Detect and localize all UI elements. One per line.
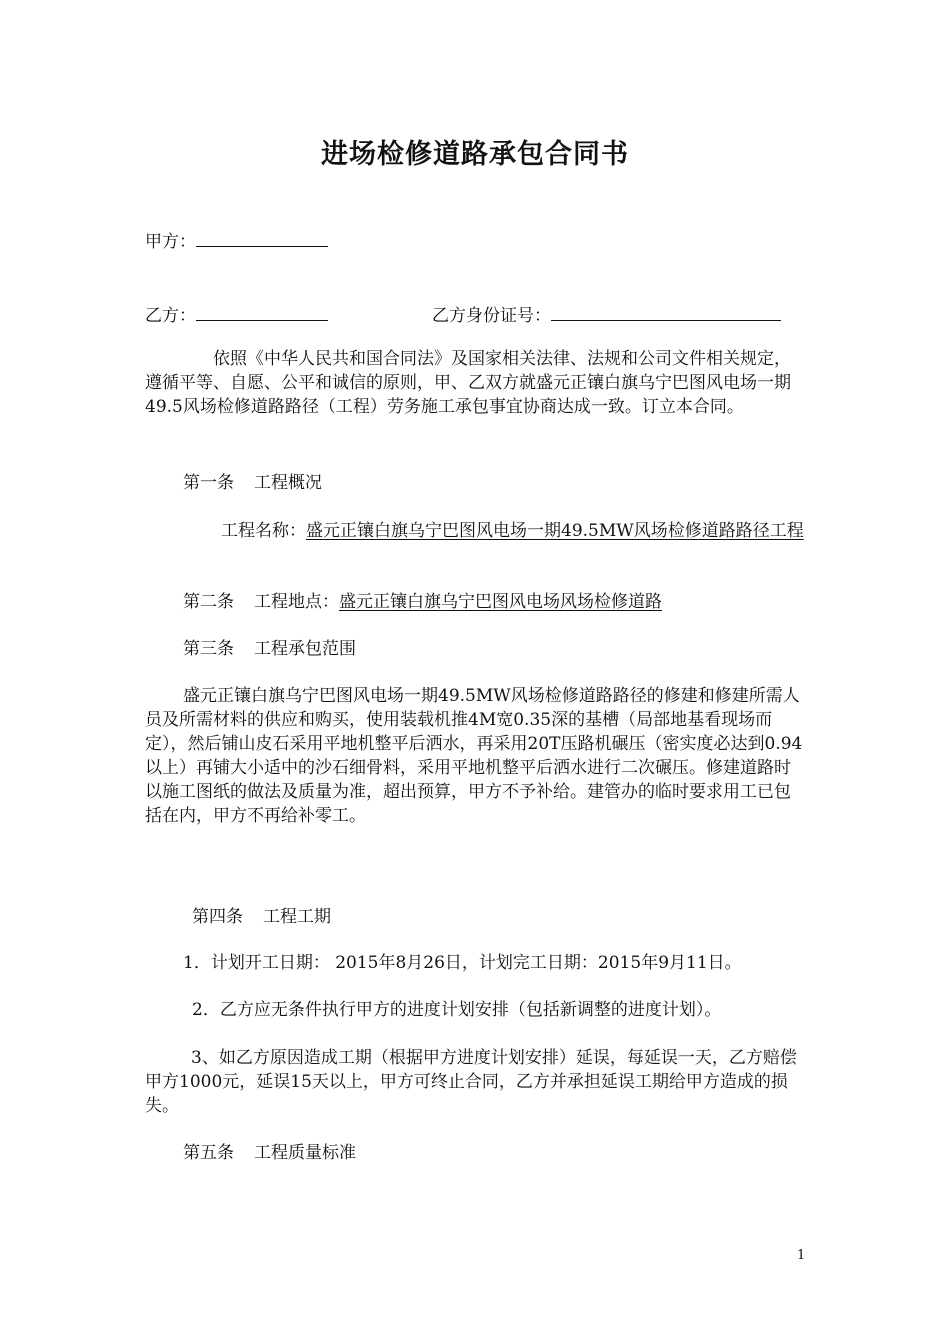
article-2-value: 盛元正镶白旗乌宁巴图风电场风场检修道路 (339, 592, 662, 612)
party-b-label: 乙方： (145, 306, 196, 326)
article-5-title: 工程质量标准 (254, 1143, 356, 1163)
article-3-number: 第三条 (183, 639, 234, 659)
party-b-id-label: 乙方身份证号： (432, 306, 551, 326)
project-name-label: 工程名称： (221, 521, 306, 541)
article-2-heading (183, 590, 662, 614)
party-a-line (145, 228, 328, 254)
article-4-title: 工程工期 (263, 907, 331, 927)
article-5-heading (183, 1141, 356, 1165)
scope-paragraph: 盛元正镶白旗乌宁巴图风电场一期49.5MW风场检修道路路径的修建和修建所需人员及所需材料的供应和购买，使用装载机推4M宽0.35深的基槽（局部地基看现场而定），然后铺山皮石采用平地机整平后洒水，再采用20T压路机碾压（密实度必达到0.94以上）再铺大小适中的沙石细骨料，采用平地机整平后洒水进行二次碾压。修建道路时以施工图纸的做法及质量为准，超出预算，甲方不予补给。建管办的临时要求用工已包括在内，甲方不再给补零工。 (145, 686, 803, 826)
article-5-number: 第五条 (183, 1143, 234, 1163)
page-number: 1 (797, 1248, 806, 1263)
article-4-heading (192, 905, 331, 929)
article-2-label: 工程地点： (254, 592, 339, 612)
party-b-line (145, 302, 328, 328)
project-name-value: 盛元正镶白旗乌宁巴图风电场一期49.5MW风场检修道路路径工程 (306, 521, 804, 541)
party-b-id-blank (551, 302, 781, 321)
party-a-label: 甲方： (145, 232, 196, 252)
schedule-item-1: 1．计划开工日期： 2015年8月26日，计划完工日期：2015年9月11日。 (183, 953, 742, 973)
article-1-heading (183, 471, 322, 495)
project-name-paragraph (145, 519, 807, 543)
schedule-item-3: 3、如乙方原因造成工期（根据甲方进度计划安排）延误，每延误一天，乙方赔偿甲方1000元，延误15天以上，甲方可终止合同，乙方并承担延误工期给甲方造成的损失。 (145, 1048, 797, 1116)
schedule-item-2: 2．乙方应无条件执行甲方的进度计划安排（包括新调整的进度计划）。 (192, 1000, 722, 1020)
article-3-heading (183, 637, 356, 661)
document-title: 进场检修道路承包合同书 (321, 139, 629, 170)
intro-paragraph: 依照《中华人民共和国合同法》及国家相关法律、法规和公司文件相关规定，遵循平等、自愿、公平和诚信的原则，甲、乙双方就盛元正镶白旗乌宁巴图风电场一期49.5风场检修道路路径（工程）劳务施工承包事宜协商达成一致。订立本合同。 (145, 349, 791, 417)
article-3-title: 工程承包范围 (254, 639, 356, 659)
article-4-number: 第四条 (192, 907, 243, 927)
article-1-number: 第一条 (183, 473, 234, 493)
party-b-id-line (432, 302, 781, 328)
party-b-blank (196, 302, 328, 321)
party-a-blank (196, 228, 328, 247)
article-1-title: 工程概况 (254, 473, 322, 493)
article-2-number: 第二条 (183, 592, 234, 612)
